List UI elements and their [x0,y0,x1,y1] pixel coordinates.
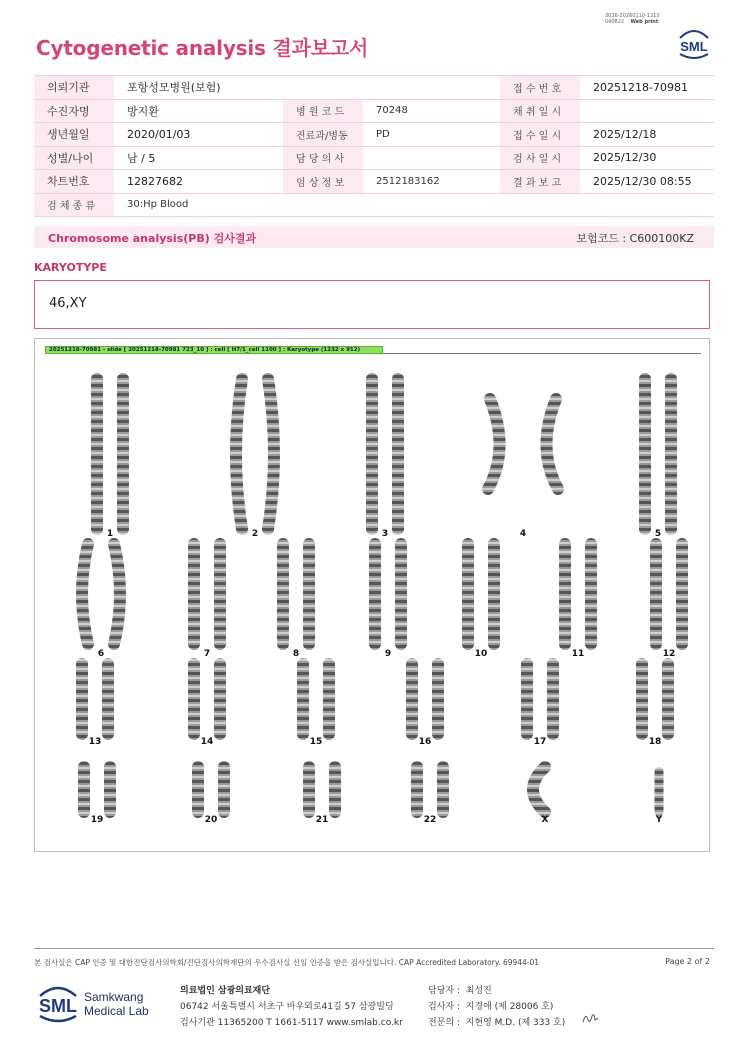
logo-name-line2: Medical Lab [84,1004,149,1018]
chart-no-value: 12827682 [114,170,283,194]
dept-value: PD [363,123,500,147]
chromosome-4 [488,399,500,489]
chromosome-label: 15 [309,737,323,747]
sex-age-value: 남 / 5 [114,146,283,170]
page-number: Page 2 of 2 [665,957,710,966]
staff-in-charge: 최성진 [465,986,492,996]
result-section-header [34,226,714,248]
dob-value: 2020/01/03 [114,123,283,147]
karyogram-panel [34,338,710,852]
chromosome-label: 2 [251,529,259,539]
test-date-label: 검 사 일 시 [500,146,580,170]
chromosome-label: 11 [571,649,585,659]
sml-logo-text: SML [39,996,77,1016]
karyotype-result: 46,XY [34,280,710,329]
chromosome-label: 10 [474,649,488,659]
report-title: Cytogenetic analysis 결과보고서 [36,36,369,60]
hosp-code-label: 병 원 코 드 [283,99,363,123]
specimen-value: 30:Hp Blood [114,193,714,217]
chromosome-2 [268,379,274,529]
karyogram-image [35,339,711,853]
accreditation-note: 본 검사실은 CAP 인증 및 대한진단검사의학회/진단검사의학재단의 우수검사실 신임 인증을 받은 검사실입니다. CAP Accredited Laboratory. 69944-01 [34,958,540,967]
logo-name-line1: Samkwang [84,990,144,1004]
chromosome-2 [236,379,242,529]
staff-in-charge-label: 담당자 : [428,986,460,996]
receipt-no-value: 20251218-70981 [580,76,714,100]
chromosome-label: 12 [662,649,676,659]
sml-logo-icon [674,26,714,62]
result-section-title: Chromosome analysis(PB) 검사결과 [48,232,257,245]
lab-contact [180,983,403,1031]
info-row [34,76,714,100]
insurance-code: 보험코드 : C600100KZ [576,232,694,245]
chromosome-label: 17 [533,737,547,747]
chromosome-label: 19 [90,815,104,825]
dob-label: 생년월일 [34,123,114,147]
tester-label: 검사자 : [428,1002,460,1012]
doctor-label: 담 당 의 사 [283,146,363,170]
info-row [34,123,714,147]
tester: 지경애 (제 28006 호) [465,1002,554,1012]
sml-logo-text: SML [680,39,708,54]
chromosome-4 [546,399,558,489]
print-meta-id: 3036-20260110-1213 [605,13,660,19]
chromosome-6 [82,544,88,644]
signature-icon [580,1010,600,1026]
specialist-label: 전문의 : [428,1018,460,1028]
request-org-value: 포항성모병원(보험) [114,76,500,100]
chromosome-label: 1 [106,529,114,539]
report-date-label: 결 과 보 고 [500,170,580,194]
patient-label: 수진자명 [34,99,114,123]
chromosome-label: 21 [315,815,329,825]
print-meta-code: 040822 [605,19,625,25]
chromosome-label: 8 [292,649,300,659]
report-date-value: 2025/12/30 08:55 [580,170,714,194]
patient-info-table [34,75,714,217]
receipt-date-label: 접 수 일 시 [500,123,580,147]
chromosome-label: 9 [384,649,392,659]
receipt-date-value: 2025/12/18 [580,123,714,147]
chromosome-label: 5 [654,529,662,539]
hosp-code-value: 70248 [363,99,500,123]
request-org-label: 의뢰기관 [34,76,114,100]
clinical-value: 2512183162 [363,170,500,194]
collect-date-value [580,99,714,123]
receipt-no-label: 접 수 번 호 [500,76,580,100]
staff-block [428,983,565,1031]
dept-label: 진료과/병동 [283,123,363,147]
print-meta [605,13,685,25]
specialist: 지현영 M.D. (제 333 호) [465,1018,566,1028]
chromosome-6 [114,544,120,644]
slide-caption: 20251218-70981 - slide [ 20251218-70981 723_10 ] : cell [ H7/1_cell 1100 ] : Karyotype (1232 x 912) [45,346,383,354]
test-date-value: 2025/12/30 [580,146,714,170]
sex-age-label: 성별/나이 [34,146,114,170]
info-row [34,99,714,123]
chromosome-label: 20 [204,815,218,825]
chromosome-label: X [541,815,549,825]
info-row [34,170,714,194]
info-row [34,146,714,170]
info-row [34,193,714,217]
chromosome-label: Y [655,815,663,825]
print-meta-label: Web print [630,19,659,25]
collect-date-label: 채 취 일 시 [500,99,580,123]
chromosome-label: 13 [88,737,102,747]
chart-no-label: 차트번호 [34,170,114,194]
karyotype-heading: KARYOTYPE [34,261,107,274]
chromosome-X [533,767,545,812]
chromosome-label: 22 [423,815,437,825]
chromosome-label: 16 [418,737,432,747]
chromosome-label: 7 [203,649,211,659]
chromosome-label: 14 [200,737,214,747]
lab-org-name: 의료법인 삼광의료재단 [180,986,271,996]
lab-address: 06742 서울특별시 서초구 바우뫼로41길 57 삼광빌딩 [180,1002,394,1012]
footer-divider [34,948,714,949]
doctor-value [363,146,500,170]
patient-value: 방지환 [114,99,283,123]
chromosome-label: 6 [97,649,105,659]
chromosome-label: 3 [381,529,389,539]
lab-contact-line: 검사기관 11365200 T 1661-5117 www.smlab.co.kr [180,1018,403,1028]
chromosome-label: 18 [648,737,662,747]
specimen-label: 검 체 종 류 [34,193,114,217]
chromosome-label: 4 [519,529,527,539]
clinical-label: 임 상 정 보 [283,170,363,194]
